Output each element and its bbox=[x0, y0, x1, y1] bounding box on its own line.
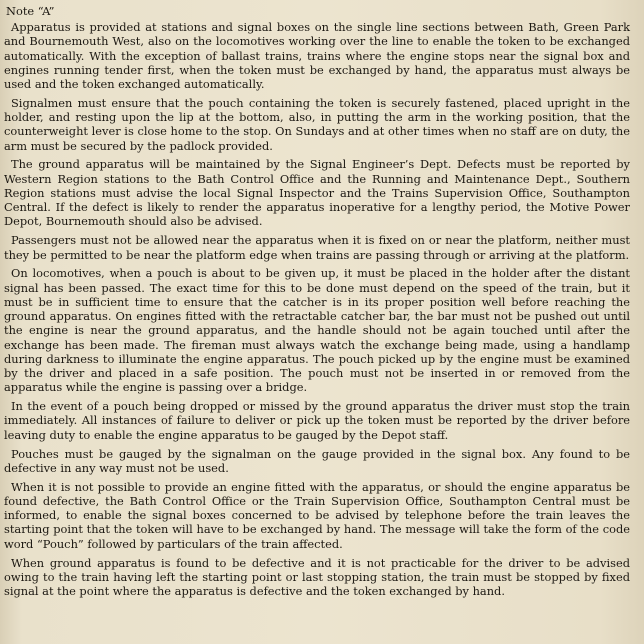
paragraph-ground-apparatus-maintenance: The ground apparatus will be maintained by the Signal Engineer’s Dept. Defects must be reported by Western Region stations to the Bath Control Office and the Running and Maintenance Dept., Southern Region stations must advise the local Signal Inspector and the Trains Supervision Office, Southampton Central. If the defect is likely to render the apparatus inoperative for a lengthy period, the Motive Power Depot, Bournemouth should also be advised. bbox=[4, 157, 630, 229]
paragraph-locomotives: On locomotives, when a pouch is about to be given up, it must be placed in the holder after the distant signal has been passed. The exact time for this to be done must depend on the speed of the train, but it must be in sufficient time to ensure that the catcher is in its proper position well before reaching the ground apparatus. On engines fitted with the retractable catcher bar, the bar must not be pushed out until the engine is near the ground apparatus, and the handle should not be again touched until after the exchange has been made. The fireman must always watch the exchange being made, using a handlamp during darkness to illuminate the engine apparatus. The pouch picked up by the engine must be examined by the driver and placed in a safe position. The pouch must not be inserted in or removed from the apparatus while the engine is passing over a bridge. bbox=[4, 266, 630, 395]
paragraph-apparatus-provided: Apparatus is provided at stations and signal boxes on the single line sections between Bath, Green Park and Bournemouth West, also on the locomotives working over the line to enable the token to be exchanged automatically. With the exception of ballast trains, trains where the engine stops near the signal box and engines running tender first, when the token must be exchanged by hand, the apparatus must always be used and the token exchanged automatically. bbox=[4, 20, 630, 91]
paragraph-pouch-dropped: In the event of a pouch being dropped or missed by the ground apparatus the driver must stop the train immediately. All instances of failure to deliver or pick up the token must be reported by the driver before leaving duty to enable the engine apparatus to be gauged by the Depot staff. bbox=[4, 399, 630, 442]
paragraph-signalmen-pouch: Signalmen must ensure that the pouch containing the token is securely fastened, placed upright in the holder, and resting upon the lip at the bottom, also, in putting the arm in the working position, that the counterweight lever is close home to the stop. On Sundays and at other times when no staff are on duty, the arm must be secured by the padlock provided. bbox=[4, 95, 630, 153]
paragraph-engine-not-fitted: When it is not possible to provide an engine fitted with the apparatus, or should the engine apparatus be found defective, the Bath Control Office or the Train Supervision Office, Southampton Central must be informed, to enable the signal boxes concerned to be advised by telephone before the train leaves the starting point that the token will have to be exchanged by hand. The message will take the form of the code word “Pouch” followed by particulars of the train affected. bbox=[4, 479, 630, 551]
paragraph-passengers: Passengers must not be allowed near the apparatus when it is fixed on or near the platform, neither must they be permitted to be near the platform edge when trains are passing through or arriving at the platform. bbox=[4, 233, 630, 262]
note-heading: Note “A” bbox=[6, 4, 55, 18]
paragraph-pouches-gauged: Pouches must be gauged by the signalman on the gauge provided in the signal box. Any found to be defective in any way must not be used. bbox=[4, 446, 630, 475]
paragraph-ground-apparatus-defective: When ground apparatus is found to be defective and it is not practicable for the driver to be advised owing to the train having left the starting point or last stopping station, the train must be stopped by fixed signal at the point where the apparatus is defective and the token exchanged by hand. bbox=[4, 555, 630, 598]
